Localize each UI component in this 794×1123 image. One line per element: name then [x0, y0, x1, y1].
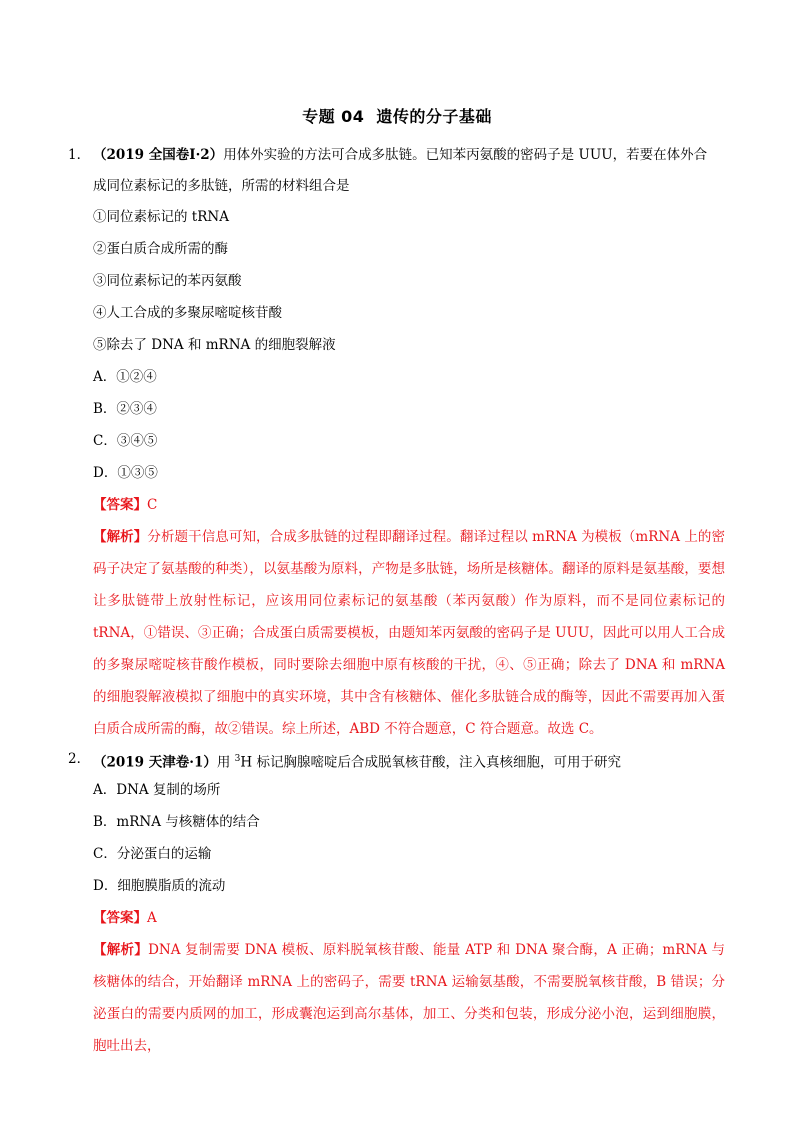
topic-name: 遗传的分子基础 [376, 107, 492, 126]
question-2-source: （2019 天津卷·1） [93, 754, 217, 771]
analysis-text: DNA 复制需要 DNA 模板、原料脱氧核苷酸、能量 ATP 和 DNA 聚合酶，A 正确；mRNA 与核糖体的结合，开始翻译 mRNA 上的密码子，需要 tRNA 运输氨基酸，不需要脱氧核苷酸，B 错误；分泌蛋白的需要内质网的加工，形成囊泡运到高尔基体，加工、分类和包装，形成分泌小泡，运到细胞膜，胞吐出去， [93, 942, 726, 1054]
question-1-source: （2019 全国卷Ⅰ·2） [93, 147, 224, 163]
question-1-item: ④人工合成的多聚尿嘧啶核苷酸 [93, 305, 282, 321]
question-1-item: ⑤除去了 DNA 和 mRNA 的细胞裂解液 [93, 337, 336, 353]
question-1-item: ③同位素标记的苯丙氨酸 [93, 273, 242, 289]
question-1-answer [93, 495, 157, 515]
isotope-superscript: 3 [234, 754, 241, 764]
question-1-analysis [93, 521, 725, 745]
question-1-item: ②蛋白质合成所需的酶 [93, 241, 228, 257]
question-2-stem: （2019 天津卷·1）用 $^3$H 标记胸腺嘧啶后合成脱氧核苷酸，注入真核细胞，可用于研究 [93, 754, 621, 771]
question-2-option-a: A．DNA 复制的场所 [93, 782, 221, 798]
question-2-answer [93, 908, 157, 928]
answer-label: 【答案】 [93, 910, 147, 926]
question-2-analysis [93, 934, 725, 1062]
analysis-label: 【解析】 [93, 529, 148, 545]
question-2-option-b: B．mRNA 与核糖体的结合 [93, 814, 260, 830]
question-2-option-c: C．分泌蛋白的运输 [93, 846, 212, 862]
answer-value: A [147, 910, 157, 926]
question-1-stem-line2: 成同位素标记的多肽链，所需的材料组合是 [93, 178, 350, 194]
question-2-option-d: D．细胞膜脂质的流动 [93, 878, 226, 894]
question-1-stem-line1: 用体外实验的方法可合成多肽链。已知苯丙氨酸的密码子是 UUU，若要在体外合 [223, 147, 708, 163]
question-1-item: ①同位素标记的 tRNA [93, 209, 229, 225]
question-1-stem [93, 145, 707, 165]
question-1-option-a: A．①②④ [93, 369, 157, 385]
question-1-number: 1． [68, 147, 91, 163]
analysis-label: 【解析】 [93, 942, 149, 958]
page-title [0, 104, 794, 127]
topic-number: 专题 04 [302, 107, 365, 126]
analysis-text: 分析题干信息可知，合成多肽链的过程即翻译过程。翻译过程以 mRNA 为模板（mRNA 上的密码子决定了氨基酸的种类），以氨基酸为原料，产物是多肽链，场所是核糖体。翻译的原料是氨基酸，要想让多肽链带上放射性标记，应该用同位素标记的氨基酸（苯丙氨酸）作为原料，而不是同位素标记的 tRNA，①错误、③正确；合成蛋白质需要模板，由题知苯丙氨酸的密码子是 UUU，因此可以用人工合成的多聚尿嘧啶核苷酸作模板，同时要除去细胞中原有核酸的干扰，④、⑤正确；除去了 DNA 和 mRNA 的细胞裂解液模拟了细胞中的真实环境，其中含有核糖体、催化多肽链合成的酶等，因此不需要再加入蛋白质合成所需的酶，故②错误。综上所述，ABD 不符合题意，C 符合题意。故选 C。 [93, 529, 726, 737]
question-2-number: 2． [68, 751, 91, 767]
question-1-option-b: B．②③④ [93, 401, 157, 417]
question-1-option-d: D．①③⑤ [93, 465, 158, 481]
question-1-option-c: C．③④⑤ [93, 433, 158, 449]
answer-value: C [147, 497, 158, 513]
answer-label: 【答案】 [93, 497, 147, 513]
